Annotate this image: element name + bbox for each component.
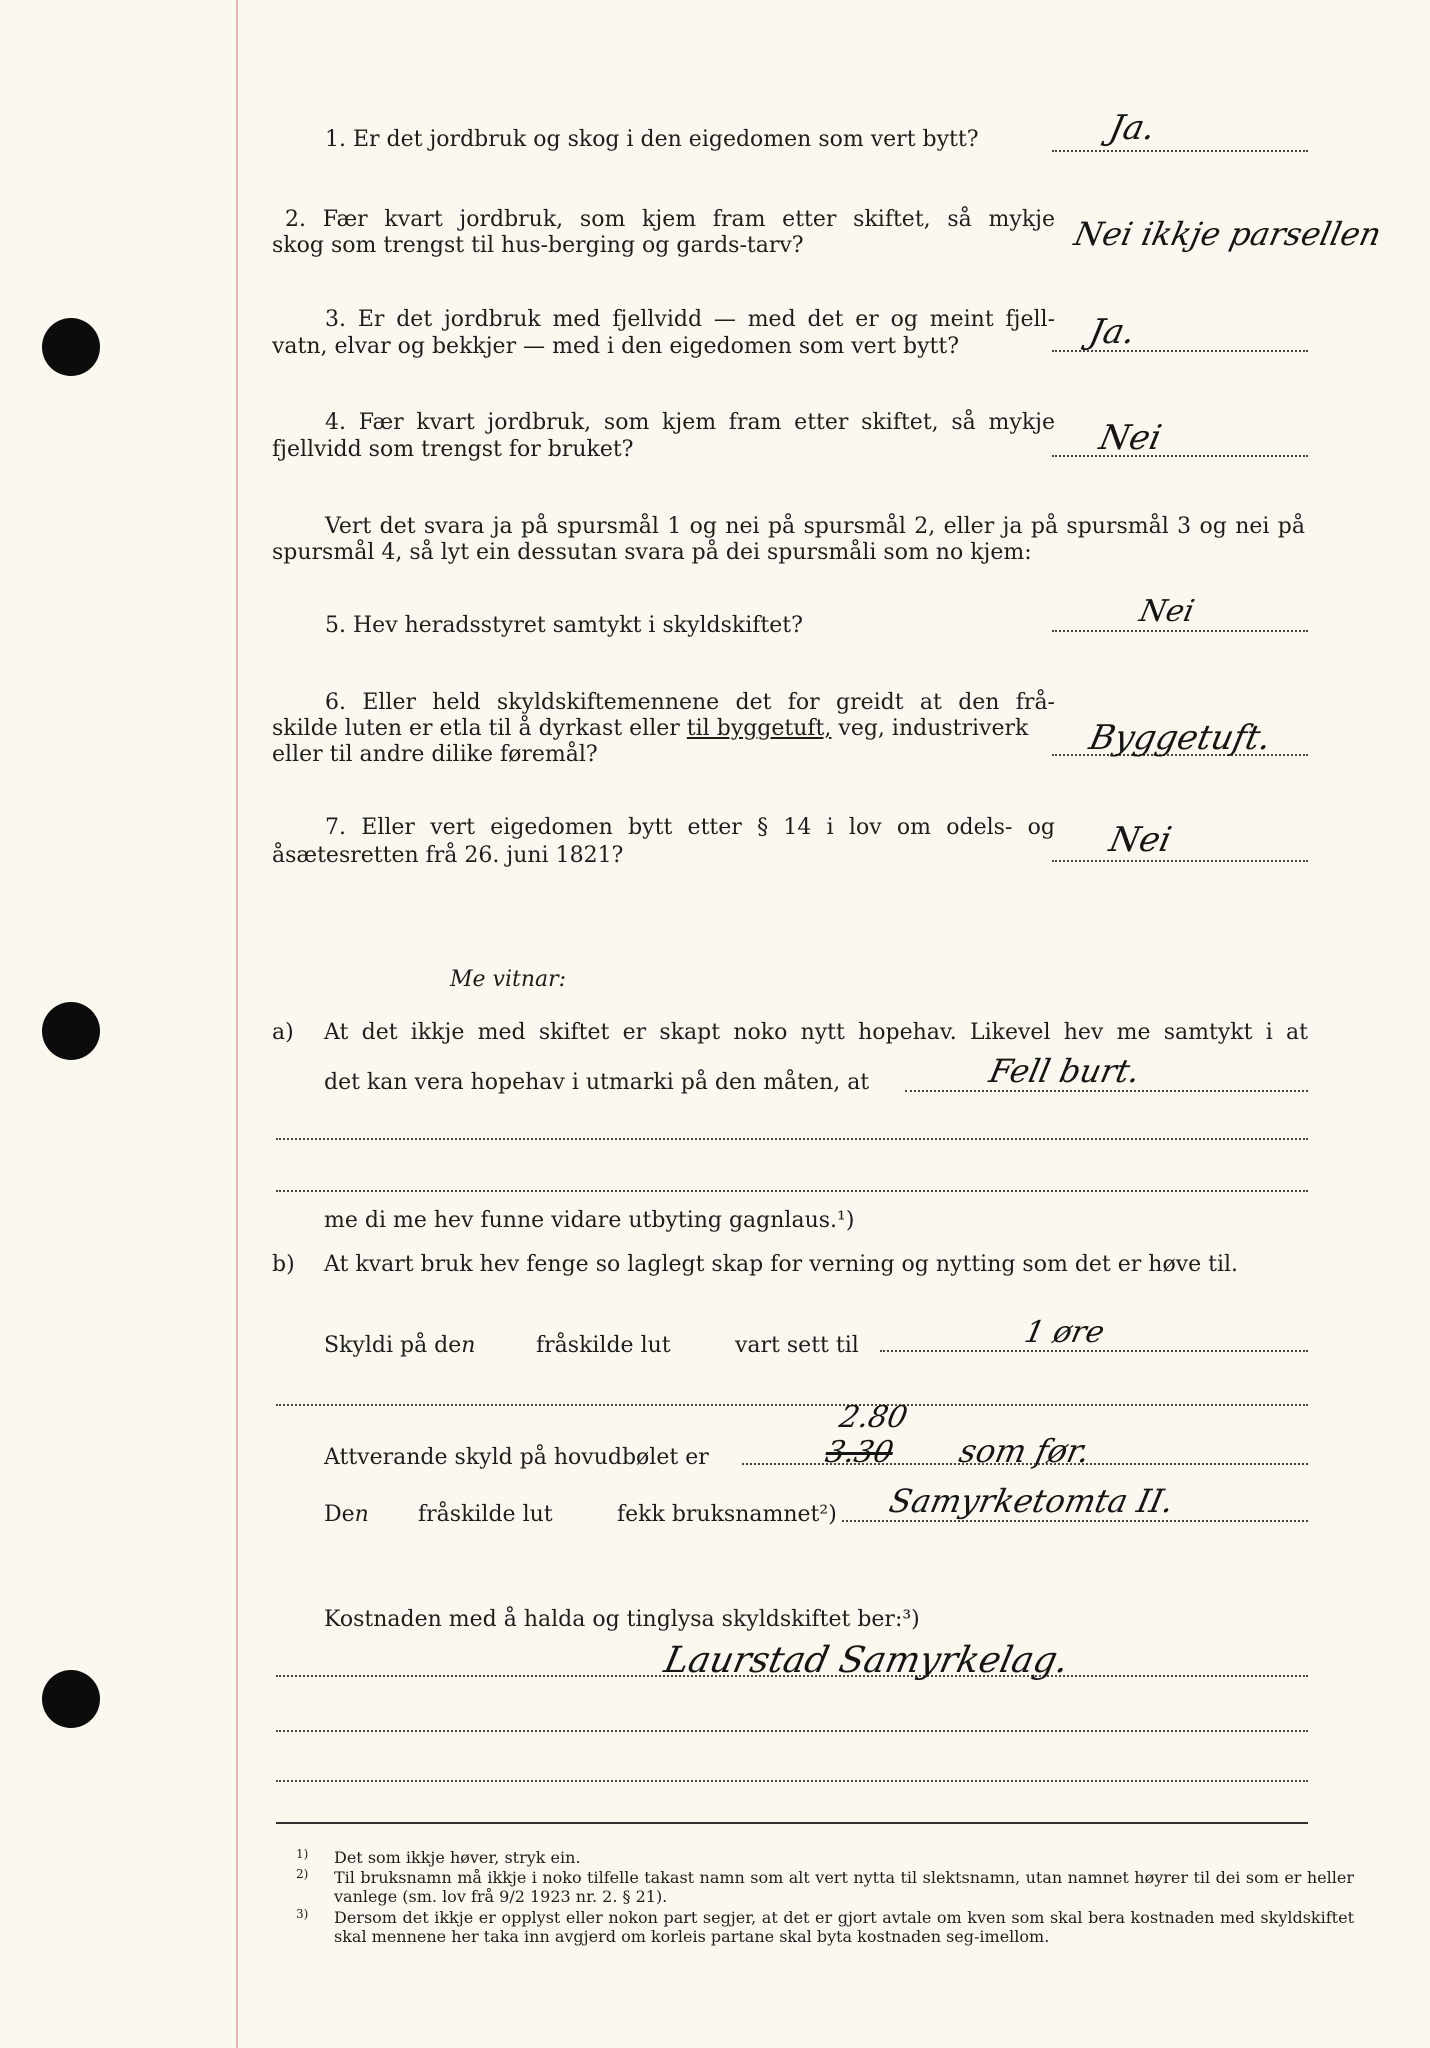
- handwritten-answer: Nei: [1105, 820, 1176, 860]
- answer-line: [905, 1090, 1308, 1092]
- cost-label: Kostnaden med å halda og tinglysa skyldskiftet ber:³): [324, 1607, 920, 1632]
- answer-line: [276, 1190, 1308, 1192]
- bruksnamn-label: fekk bruksnamnet²): [617, 1502, 837, 1527]
- bruksnamn-label: fråskilde lut: [418, 1502, 553, 1527]
- handwritten-answer: Byggetuft.: [1085, 718, 1275, 758]
- answer-line: [276, 1138, 1308, 1140]
- question-text: skog som trengst til hus‐berging og gards‐tarv?: [272, 233, 804, 258]
- answer-line: [1052, 630, 1308, 632]
- question-text: 7. Eller vert eigedomen bytt etter § 14 i lov om odels‐ og: [325, 815, 1055, 840]
- answer-line: [276, 1404, 1308, 1406]
- witness-a-text: det kan vera hopehav i utmarki på den måten, at: [324, 1070, 870, 1095]
- handwritten-value: 2.80: [836, 1400, 911, 1435]
- witness-a-text: At det ikkje med skiftet er skapt noko nytt hopehav. Likevel hev me samtykt i at: [324, 1020, 1308, 1045]
- skyld-label: fråskilde lut: [536, 1333, 671, 1358]
- footnote-text: Dersom det ikkje er opplyst eller nokon part segjer, at det er gjort avtale om kven som skal bera kostnaden med skyldskiftet skal mennene her taka inn avgjerd om korleis partane skal byta kostnaden seg‐imellom.: [334, 1908, 1354, 1946]
- punch-hole: [42, 318, 100, 376]
- handwritten-letter: n: [461, 1333, 476, 1358]
- punch-hole: [42, 1002, 100, 1060]
- footnote-text: Det som ikkje høver, stryk ein.: [334, 1848, 581, 1867]
- witness-b-text: At kvart bruk hev fenge so laglegt skap for verning og nytting som det er høve til.: [324, 1252, 1239, 1277]
- question-text: 1. Er det jordbruk og skog i den eigedomen som vert bytt?: [325, 127, 979, 152]
- handwritten-answer: Samyrketomta II.: [885, 1482, 1178, 1520]
- footnote-rule: [276, 1822, 1308, 1824]
- intro-text: Vert det svara ja på spursmål 1 og nei på spursmål 2, eller ja på spursmål 3 og nei på: [325, 514, 1305, 539]
- question-text: eller til andre dilike føremål?: [272, 742, 598, 767]
- answer-line: [1052, 150, 1308, 152]
- handwritten-answer: som før.: [955, 1432, 1094, 1470]
- footnote-number: 1): [296, 1847, 309, 1861]
- struck-value: 3.30: [822, 1435, 897, 1470]
- answer-line: [742, 1463, 1308, 1465]
- item-label-b: b): [272, 1252, 295, 1277]
- handwritten-answer: Nei: [1136, 594, 1198, 629]
- handwritten-answer: Nei: [1095, 418, 1166, 458]
- attverande-label: Attverande skyld på hovudbølet er: [324, 1445, 709, 1470]
- question-text: 5. Hev heradsstyret samtykt i skyldskiftet?: [325, 613, 803, 638]
- question-text: fjellvidd som trengst for bruket?: [272, 437, 634, 462]
- handwritten-answer: Fell burt.: [985, 1052, 1144, 1090]
- handwritten-answer: Ja.: [1085, 312, 1139, 352]
- footnote: [296, 1868, 1356, 1908]
- question-text: 3. Er det jordbruk med fjellvidd — med det er og meint fjell‐: [325, 307, 1055, 332]
- handwritten-answer: Nei ikkje parsellen: [1070, 215, 1385, 253]
- footnote-text: Til bruksnamn må ikkje i noko tilfelle takast namn som alt vert nytta til slektsnamn, utan namnet høyrer til dei som er heller vanlege (sm. lov frå 9/2 1923 nr. 2. § 21).: [334, 1868, 1354, 1906]
- intro-text: spursmål 4, så lyt ein dessutan svara på dei spursmåli som no kjem:: [272, 540, 1032, 565]
- handwritten-letter: n: [354, 1502, 369, 1527]
- answer-line: [1052, 860, 1308, 862]
- answer-line: [276, 1730, 1308, 1732]
- footnote-number: 3): [296, 1907, 309, 1921]
- witness-a-text: me di me hev funne vidare utbyting gagnlaus.¹): [324, 1208, 855, 1233]
- answer-line: [276, 1780, 1308, 1782]
- item-label-a: a): [272, 1020, 294, 1045]
- footnote-number: 2): [296, 1867, 309, 1881]
- punch-hole: [42, 1670, 100, 1728]
- witness-heading: Me vitnar:: [450, 967, 567, 992]
- question-text: 2. Fær kvart jordbruk, som kjem fram etter skiftet, så mykje: [285, 207, 1055, 232]
- footnote: [296, 1848, 1356, 1868]
- skyld-label: vart sett til: [735, 1333, 859, 1358]
- answer-line: [842, 1520, 1308, 1522]
- bruksnamn-label: [324, 1500, 369, 1530]
- bruksnamn-label-part: De: [324, 1502, 355, 1527]
- skyld-label: [324, 1331, 475, 1361]
- footnote: [296, 1908, 1356, 1968]
- answer-line: [880, 1350, 1308, 1352]
- skyld-label-part: Skyldi på de: [324, 1333, 462, 1358]
- handwritten-answer: 1 øre: [1021, 1315, 1108, 1350]
- question-text-part: veg, industriverk: [831, 716, 1029, 741]
- question-text: vatn, elvar og bekkjer — med i den eigedomen som vert bytt?: [272, 334, 960, 359]
- handwritten-answer: Laurstad Samyrkelag.: [660, 1640, 1073, 1681]
- question-text: åsætesretten frå 26. juni 1821?: [272, 843, 624, 868]
- question-text-part: skilde luten er etla til å dyrkast eller: [272, 716, 687, 741]
- handwritten-answer: Ja.: [1105, 108, 1159, 148]
- underlined-text: til byggetuft,: [686, 716, 832, 741]
- margin-line: [236, 0, 238, 2048]
- question-text: 4. Fær kvart jordbruk, som kjem fram etter skiftet, så mykje: [325, 410, 1055, 435]
- question-text: 6. Eller held skyldskiftemennene det for greidt at den frå‐: [325, 690, 1055, 715]
- answer-line: [1052, 455, 1308, 457]
